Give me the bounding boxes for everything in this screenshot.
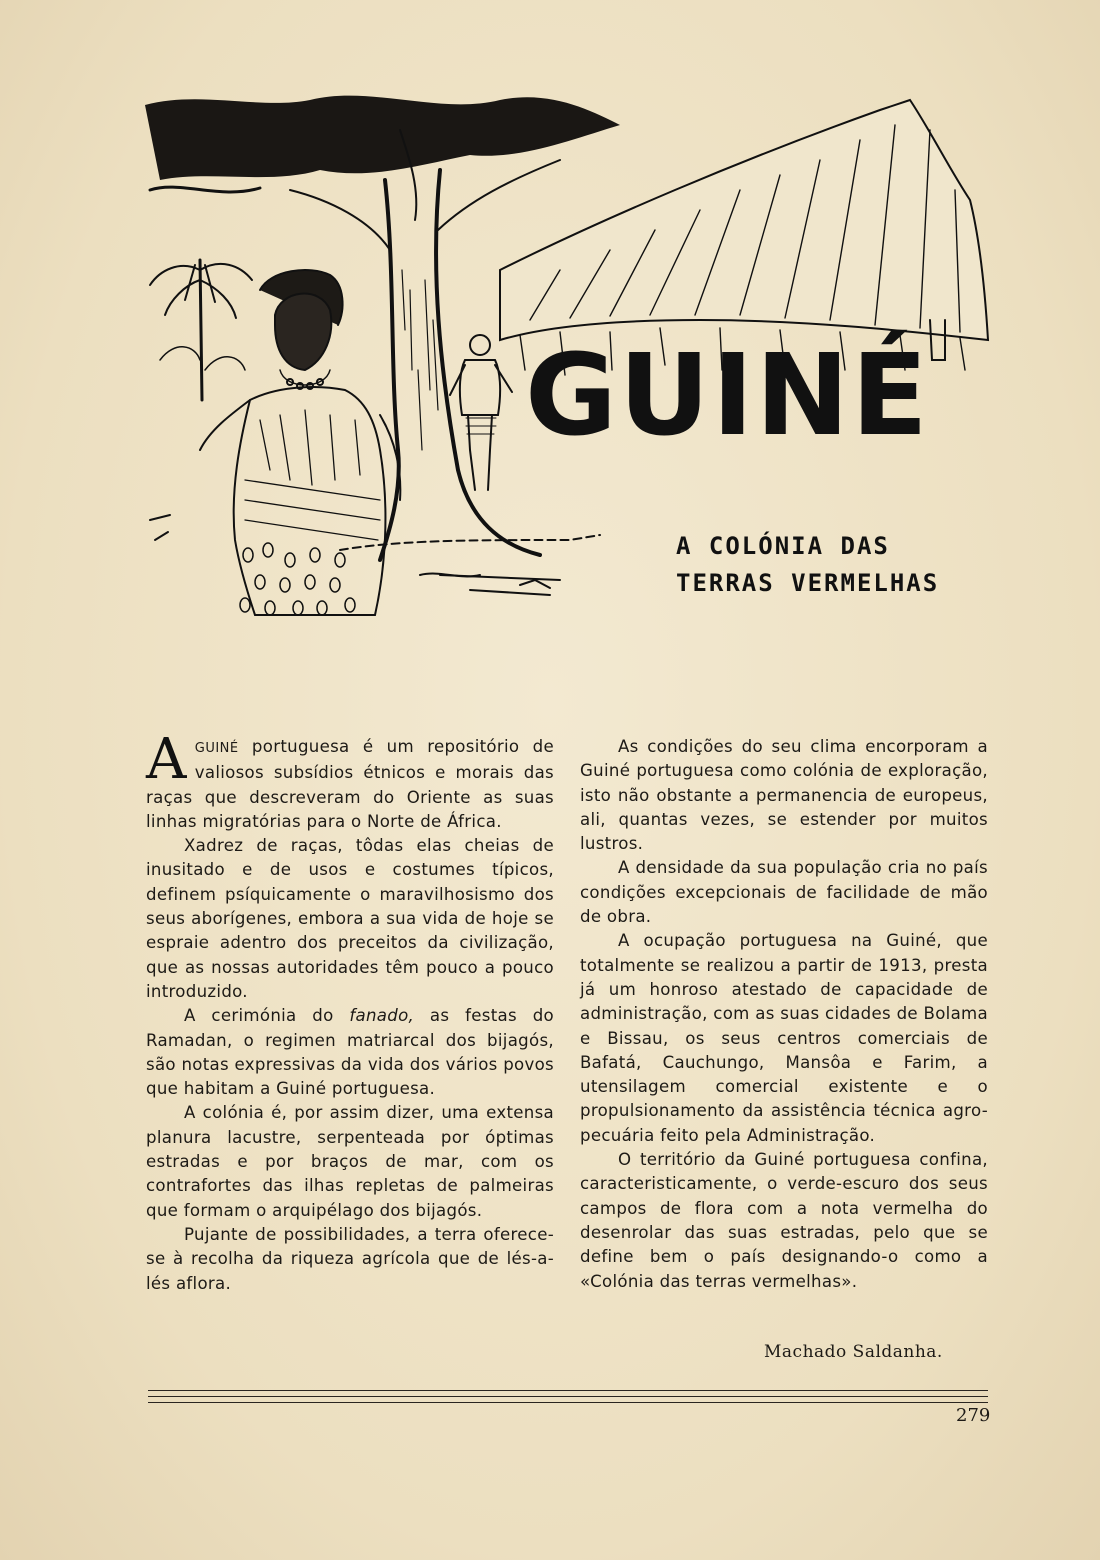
page-number: 279 (956, 1405, 991, 1426)
paragraph-text: A cerimónia do (184, 1006, 350, 1026)
paragraph (146, 727, 554, 834)
page-subtitle (676, 528, 976, 602)
drop-cap: A (146, 727, 187, 792)
article-column-left (146, 727, 554, 1296)
paragraph: As condições do seu clima encorporam a Guiné portuguesa como colónia de exploração, isto não obstante a permanencia de europeus, ali, quantas vezes, se estender por muitos lustros. (580, 737, 988, 854)
subtitle-line-2: TERRAS VERMELHAS (676, 569, 940, 597)
paragraph-text: portuguesa é um repositório de valiosos subsídios étnicos e morais das raças que descreveram do Oriente as suas linhas migratórias para o Norte de África. (146, 737, 554, 831)
paragraph: A densidade da sua população cria no país condições excepcionais de facilidade de mão de obra. (580, 858, 988, 927)
paragraph: Xadrez de raças, tôdas elas cheias de inusitado e de usos e costumes típicos, definem psíquicamente o maravilhosismo dos seus aborígenes, embora a sua vida de hoje se espraie adentro dos preceitos da civilização, que as nossas autoridades têm pouco a pouco introduzido. (146, 836, 554, 1001)
author-byline: Machado Saldanha. (764, 1342, 943, 1362)
paragraph: A ocupação portuguesa na Guiné, que totalmente se realizou a partir de 1913, presta já um honroso atestado de capacidade de administração, com as suas cidades de Bolama e Bissau, os seus centros comerciais de Bafatá, Cauchungo, Mansôa e Farim, a utensilagem comercial existente e o propulsionamento da assistência técnica agro-pecuária feito pela Administração. (580, 931, 988, 1145)
article-column-right (580, 735, 988, 1294)
paragraph: A colónia é, por assim dizer, uma extensa planura lacustre, serpenteada por óptimas estradas e por braços de mar, com os contrafortes das ilhas repletas de palmeiras que formam o arquipélago dos bijagós. (146, 1103, 554, 1220)
paragraph: Pujante de possibilidades, a terra oferece-se à recolha da riqueza agrícola que de lés-a-lés aflora. (146, 1224, 554, 1293)
footer-rule (148, 1396, 988, 1397)
paragraph: O território da Guiné portuguesa confina, caracteristicamente, o verde-escuro dos seus campos de flora com a nota vermelha do desenrolar das suas estradas, pelo que se define bem o país designando-o como a «Colónia das terras vermelhas». (580, 1150, 988, 1291)
lead-word: GUINÉ (194, 741, 239, 756)
page-title: GUINÉ (525, 331, 930, 461)
paragraph-text: as festas do Ramadan, o regimen matriarcal dos bijagós, são notas expressivas da vida dos vários povos que habitam a Guiné portuguesa. (146, 1006, 554, 1099)
subtitle-line-1: A COLÓNIA DAS (676, 532, 890, 560)
footer-rule (148, 1402, 988, 1403)
paragraph (146, 1004, 554, 1101)
footer-rule (148, 1390, 988, 1391)
italic-term: fanado, (349, 1006, 415, 1026)
